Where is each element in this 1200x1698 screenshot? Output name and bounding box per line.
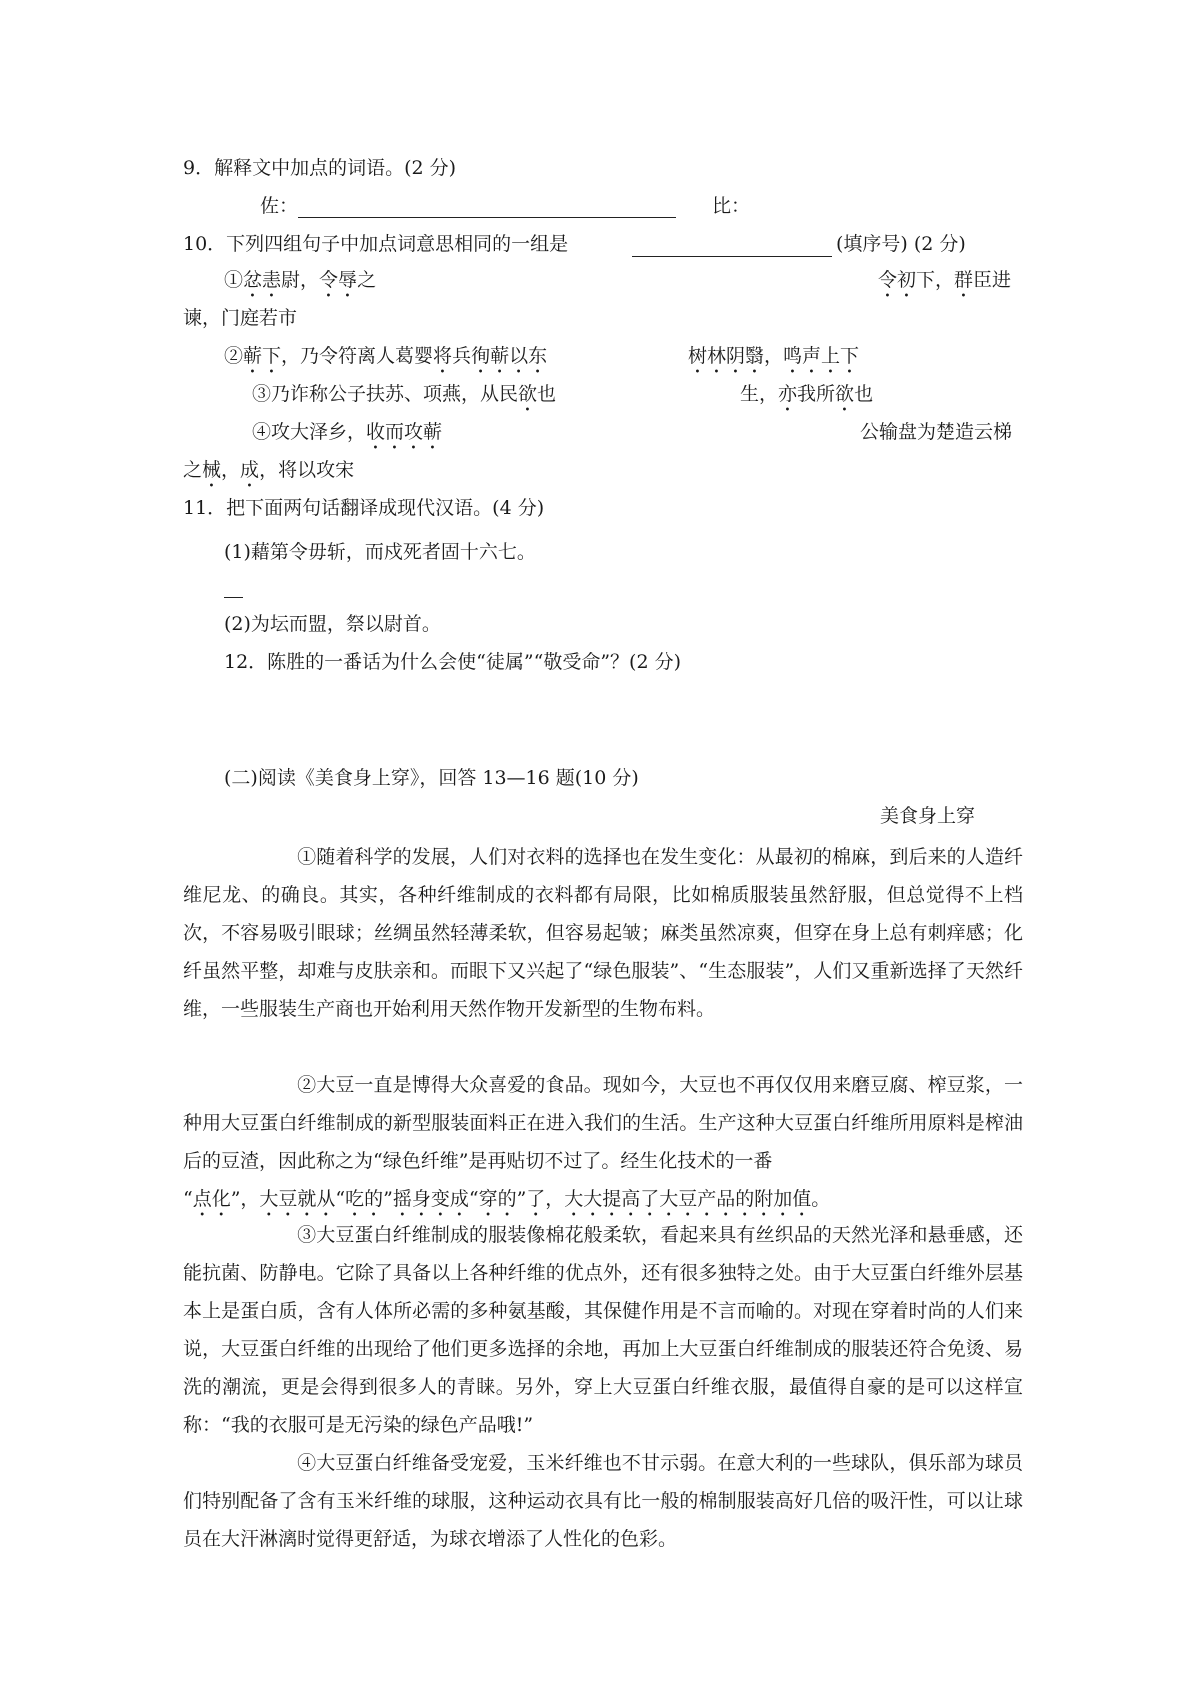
q10-suffix: (填序号) (2 分) [836,233,966,255]
q10-option-1-right: 令初下，群臣进 [878,269,1012,291]
q11-title: 11．把下面两句话翻译成现代汉语。(4 分) [183,497,545,519]
article-paragraph-1: ①随着科学的发展，人们对衣料的选择也在发生变化：从最初的棉麻，到后来的人造纤维尼龙、的确良。其实，各种纤维制成的衣料都有局限，比如棉质服装虽然舒服，但总觉得不上档次，不容易吸引眼球；丝绸虽然轻薄柔软，但容易起皱；麻类虽然凉爽，但穿在身上总有刺痒感；化纤虽然平整，却难与皮肤亲和。而眼下又兴起了“绿色服装”、“生态服装”，人们又重新选择了天然纤维，一些服装生产商也开始利用天然作物开发新型的生物布料。 [183,846,1023,1020]
q12-title: 12．陈胜的一番话为什么会使“徒属”“敬受命”？(2 分) [224,651,681,673]
q10-option-4-left: ④攻大泽乡，收而攻蕲 [252,421,443,443]
q9-answer-line-zuo[interactable] [298,217,676,218]
article-paragraph-2: ②大豆一直是博得大众喜爱的食品。现如今，大豆也不再仅仅用来磨豆腐、榨豆浆，一种用大豆蛋白纤维制成的新型服装面料正在进入我们的生活。生产这种大豆蛋白纤维所用原料是榨油后的豆渣，因此称之为“绿色纤维”是再贴切不过了。经生化技术的一番 “点化”，大豆就从“吃的”摇身变成“穿的”了，大大提高了大豆产品的附加值。 [183,1074,1023,1210]
q10-option-3-left: ③乃诈称公子扶苏、项燕，从民欲也 [252,383,557,405]
q10-option-4-right: 公输盘为楚造云梯 [860,421,1013,443]
section2-heading: (二)阅读《美食身上穿》，回答 13—16 题(10 分) [224,767,639,789]
article-paragraph-3: ③大豆蛋白纤维制成的服装像棉花般柔软，看起来具有丝织品的天然光泽和悬垂感，还能抗菌、防静电。它除了具备以上各种纤维的优点外，还有很多独特之处。由于大豆蛋白纤维外层基本上是蛋白质，含有人体所必需的多种氨基酸，其保健作用是不言而喻的。对现在穿着时尚的人们来说，大豆蛋白纤维的出现给了他们更多选择的余地，再加上大豆蛋白纤维制成的服装还符合免烫、易洗的潮流，更是会得到很多人的青睐。另外，穿上大豆蛋白纤维衣服，最值得自豪的是可以这样宣称：“我的衣服可是无污染的绿色产品哦!” [183,1224,1023,1436]
q10-option-4-cont: 之械，成，将以攻宋 [183,459,355,481]
q10-option-1-cont: 谏，门庭若市 [183,307,298,329]
article-paragraph-4: ④大豆蛋白纤维备受宠爱，玉米纤维也不甘示弱。在意大利的一些球队，俱乐部为球员们特别配备了含有玉米纤维的球服，这种运动衣具有比一般的棉制服装高好几倍的吸汗性，可以让球员在大汗淋漓时觉得更舒适，为球衣增添了人性化的色彩。 [183,1452,1023,1550]
q10-option-2-right: 树林阴翳，鸣声上下 [688,345,860,367]
q10-option-1-left: ①忿恚尉，令辱之 [224,269,377,291]
q10-answer-line[interactable] [632,256,832,257]
q9-title: 9．解释文中加点的词语。(2 分) [183,157,457,179]
q10-title: 10．下列四组句子中加点词意思相同的一组是 [183,233,569,255]
q9-label-bi: 比： [712,195,751,217]
article-title: 美食身上穿 [880,805,976,827]
q11-sentence-1: (1)藉第令毋斩，而戍死者固十六七。 [224,541,536,563]
q11-sentence-2: (2)为坛而盟，祭以尉首。 [224,613,441,635]
q11-answer-line-1[interactable] [224,597,243,598]
q10-option-3-right: 生，亦我所欲也 [740,383,874,405]
q9-label-zuo: 佐： [260,195,299,217]
q10-option-2-left: ②蕲下，乃令符离人葛婴将兵徇蕲以东 [224,345,548,367]
